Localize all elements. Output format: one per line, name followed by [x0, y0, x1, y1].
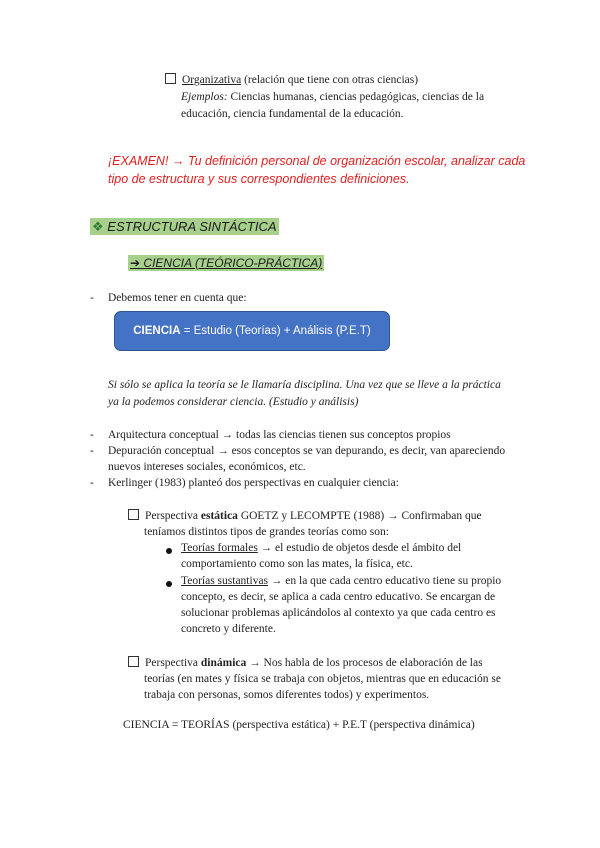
- heading-text: ESTRUCTURA SINTÁCTICA: [107, 219, 277, 234]
- formula-box: [114, 311, 390, 351]
- teorias-sustantivas-line4: concreto y diferente.: [181, 623, 276, 635]
- dinamica-bold: dinámica: [200, 657, 247, 669]
- dinamica-line3: trabaja con personas, somos diferentes todos) y experimentos.: [144, 689, 430, 701]
- diamond-bullet-icon: ❖: [92, 219, 104, 234]
- teorias-sustantivas-line1: [181, 573, 501, 590]
- checkbox-icon: [128, 656, 139, 667]
- final-formula: CIENCIA = TEORÍAS (perspectiva estática) + P.E.T (perspectiva dinámica): [123, 719, 475, 731]
- estatica-post: GOETZ y LECOMPTE (1988) → Confirmaban que: [237, 510, 482, 522]
- list-dash: -: [90, 477, 94, 489]
- teorias-sustantivas-line2: concepto, es decir, se aplica a cada centro educativo. Se encargan de: [181, 591, 496, 603]
- arrow-icon: ➔: [130, 256, 141, 270]
- organizativa-desc: (relación que tiene con otras ciencias): [241, 74, 419, 86]
- estatica-item: [128, 508, 482, 525]
- checkbox-icon: [128, 509, 139, 520]
- checkbox-icon: [165, 73, 176, 84]
- teorias-formales-line2: comportamiento como son las mates, la física, etc.: [181, 558, 413, 570]
- organizativa-item: [165, 72, 418, 89]
- list-dash: -: [90, 429, 94, 441]
- ejemplos-line1: Ciencias humanas, ciencias pedagógicas, ciencias de la: [227, 91, 485, 103]
- formula-rest: = Estudio (Teorías) + Análisis (P.E.T): [180, 325, 371, 337]
- teorias-formales-line1: [181, 540, 461, 557]
- teorias-formales-desc: → el estudio de objetos desde el ámbito del: [257, 542, 462, 554]
- list-item-depuracion-line2: nuevos intereses sociales, económicos, etc.: [108, 461, 306, 473]
- teorias-sustantivas-desc: → en la que cada centro educativo tiene su propio: [268, 575, 502, 587]
- bullet-icon: [166, 578, 172, 590]
- section-heading: [90, 219, 279, 235]
- dinamica-line2: teorías (en mates y física se trabaja con objetos, mientras que en educación se: [144, 673, 501, 685]
- teorias-sustantivas-line3: solucionar problemas aplicándolos al contexto ya que cada centro es: [181, 607, 496, 619]
- formula-bold: CIENCIA: [133, 325, 181, 337]
- organizativa-examples: [181, 89, 484, 106]
- estatica-line2: teníamos distintos tipos de grandes teorías como son:: [144, 526, 389, 538]
- list-item-kerlinger: Kerlinger (1983) planteó dos perspectivas en cualquier ciencia:: [108, 477, 399, 489]
- dinamica-post: → Nos habla de los procesos de elaboración de las: [246, 657, 483, 669]
- teorias-formales-term: Teorías formales: [181, 542, 258, 554]
- italic-note-line2: ya la podemos considerar ciencia. (Estudio y análisis): [108, 396, 359, 408]
- list1-text: Debemos tener en cuenta que:: [108, 292, 247, 304]
- list-item-depuracion-line1: Depuración conceptual → esos conceptos se van depurando, es decir, van apareciendo: [108, 445, 506, 457]
- estatica-bold: estática: [200, 510, 238, 522]
- list-item-arquitectura: Arquitectura conceptual → todas las ciencias tienen sus conceptos propios: [108, 429, 451, 441]
- bullet-icon: [166, 545, 172, 557]
- dinamica-item: [128, 655, 483, 672]
- subheading-text: CIENCIA (TEÓRICO-PRÁCTICA): [143, 256, 323, 270]
- dinamica-pre: Perspectiva: [145, 657, 201, 669]
- exam-note-line2: tipo de estructura y sus correspondientes definiciones.: [108, 172, 410, 186]
- list-dash: -: [90, 292, 94, 304]
- exam-note-line1: ¡EXAMEN! → Tu definición personal de organización escolar, analizar cada: [108, 154, 526, 168]
- teorias-sustantivas-term: Teorías sustantivas: [181, 575, 269, 587]
- ejemplos-line2: educación, ciencia fundamental de la educación.: [181, 108, 404, 120]
- italic-note-line1: Si sólo se aplica la teoría se le llamaría disciplina. Una vez que se lleve a la práctica: [108, 379, 501, 391]
- ejemplos-label: Ejemplos:: [181, 91, 228, 103]
- list-dash: -: [90, 445, 94, 457]
- subheading: [128, 256, 324, 270]
- estatica-pre: Perspectiva: [145, 510, 201, 522]
- organizativa-term: Organizativa: [182, 74, 242, 86]
